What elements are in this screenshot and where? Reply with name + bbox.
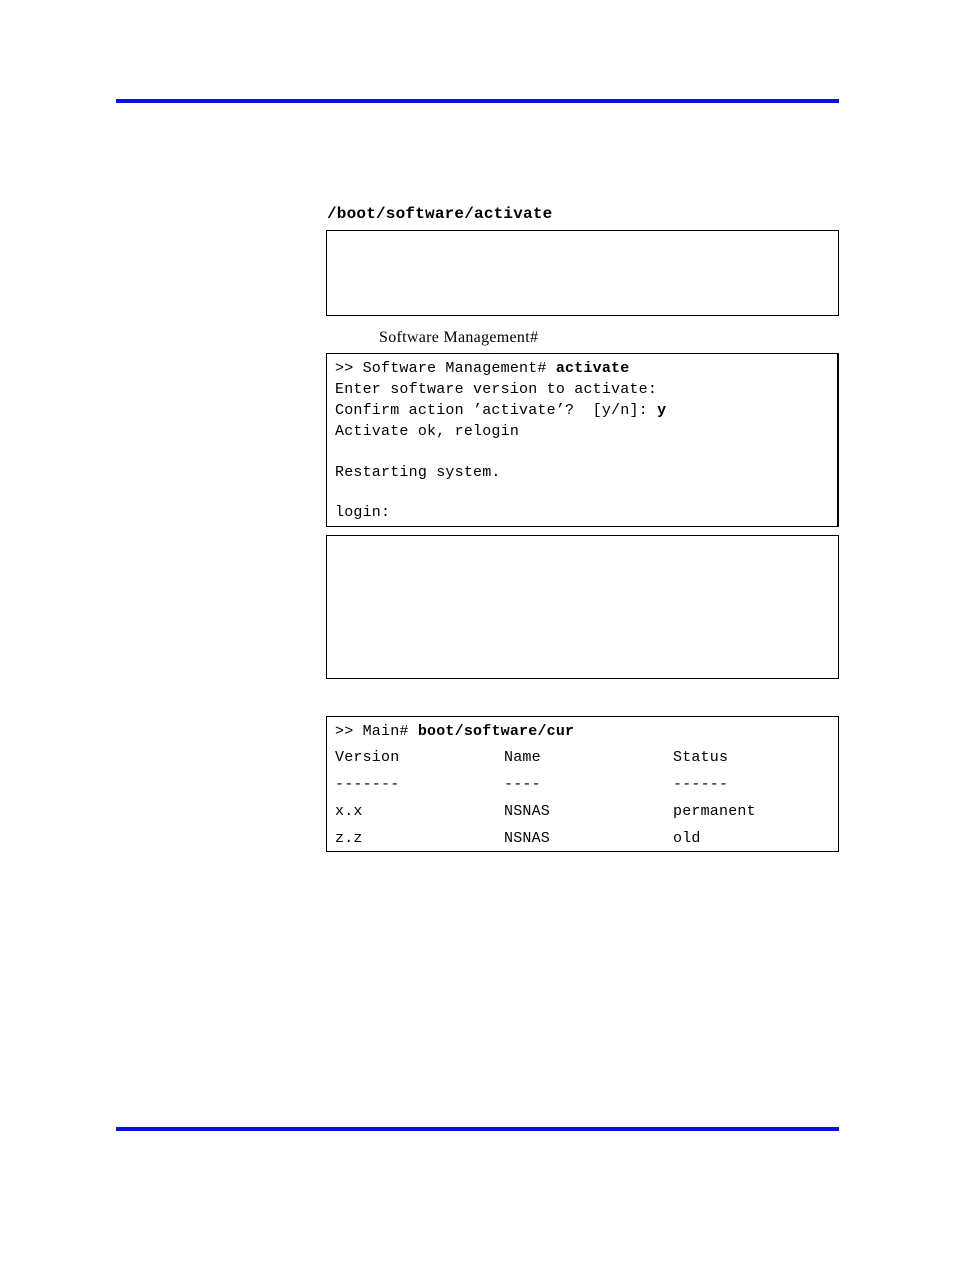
terminal-line: Activate ok, relogin <box>335 423 520 440</box>
column-header-status: Status <box>673 749 729 766</box>
divider: ------- <box>335 776 400 793</box>
footer-rule <box>116 1127 839 1131</box>
prompt-label: Software Management# <box>379 329 539 346</box>
answer-text: y <box>657 402 667 419</box>
terminal-line <box>335 360 629 377</box>
terminal-line: Enter software version to activate: <box>335 381 658 398</box>
terminal-line <box>335 402 666 419</box>
terminal-line: login: <box>335 504 391 521</box>
divider: ---- <box>504 776 541 793</box>
table-cell-status: old <box>673 830 701 847</box>
prompt-text: >> Main# <box>335 723 418 740</box>
activate-terminal-box <box>326 353 839 527</box>
command-path-heading: /boot/software/activate <box>327 205 553 223</box>
terminal-line <box>335 723 574 740</box>
cur-terminal-box <box>326 716 839 852</box>
command-text: activate <box>555 360 630 377</box>
column-header-name: Name <box>504 749 541 766</box>
header-rule <box>116 99 839 103</box>
table-cell-version: x.x <box>335 803 363 820</box>
prompt-text: >> Software Management# <box>335 360 556 377</box>
table-cell-status: permanent <box>673 803 756 820</box>
command-text: boot/software/cur <box>417 723 575 740</box>
terminal-line: Restarting system. <box>335 464 501 481</box>
empty-note-box-1 <box>326 230 839 316</box>
confirm-text: Confirm action ’activate’? [y/n]: <box>335 402 658 419</box>
table-cell-name: NSNAS <box>504 830 551 847</box>
table-cell-name: NSNAS <box>504 803 551 820</box>
table-cell-version: z.z <box>335 830 363 847</box>
divider: ------ <box>673 776 729 793</box>
column-header-version: Version <box>335 749 400 766</box>
empty-note-box-2 <box>326 535 839 679</box>
